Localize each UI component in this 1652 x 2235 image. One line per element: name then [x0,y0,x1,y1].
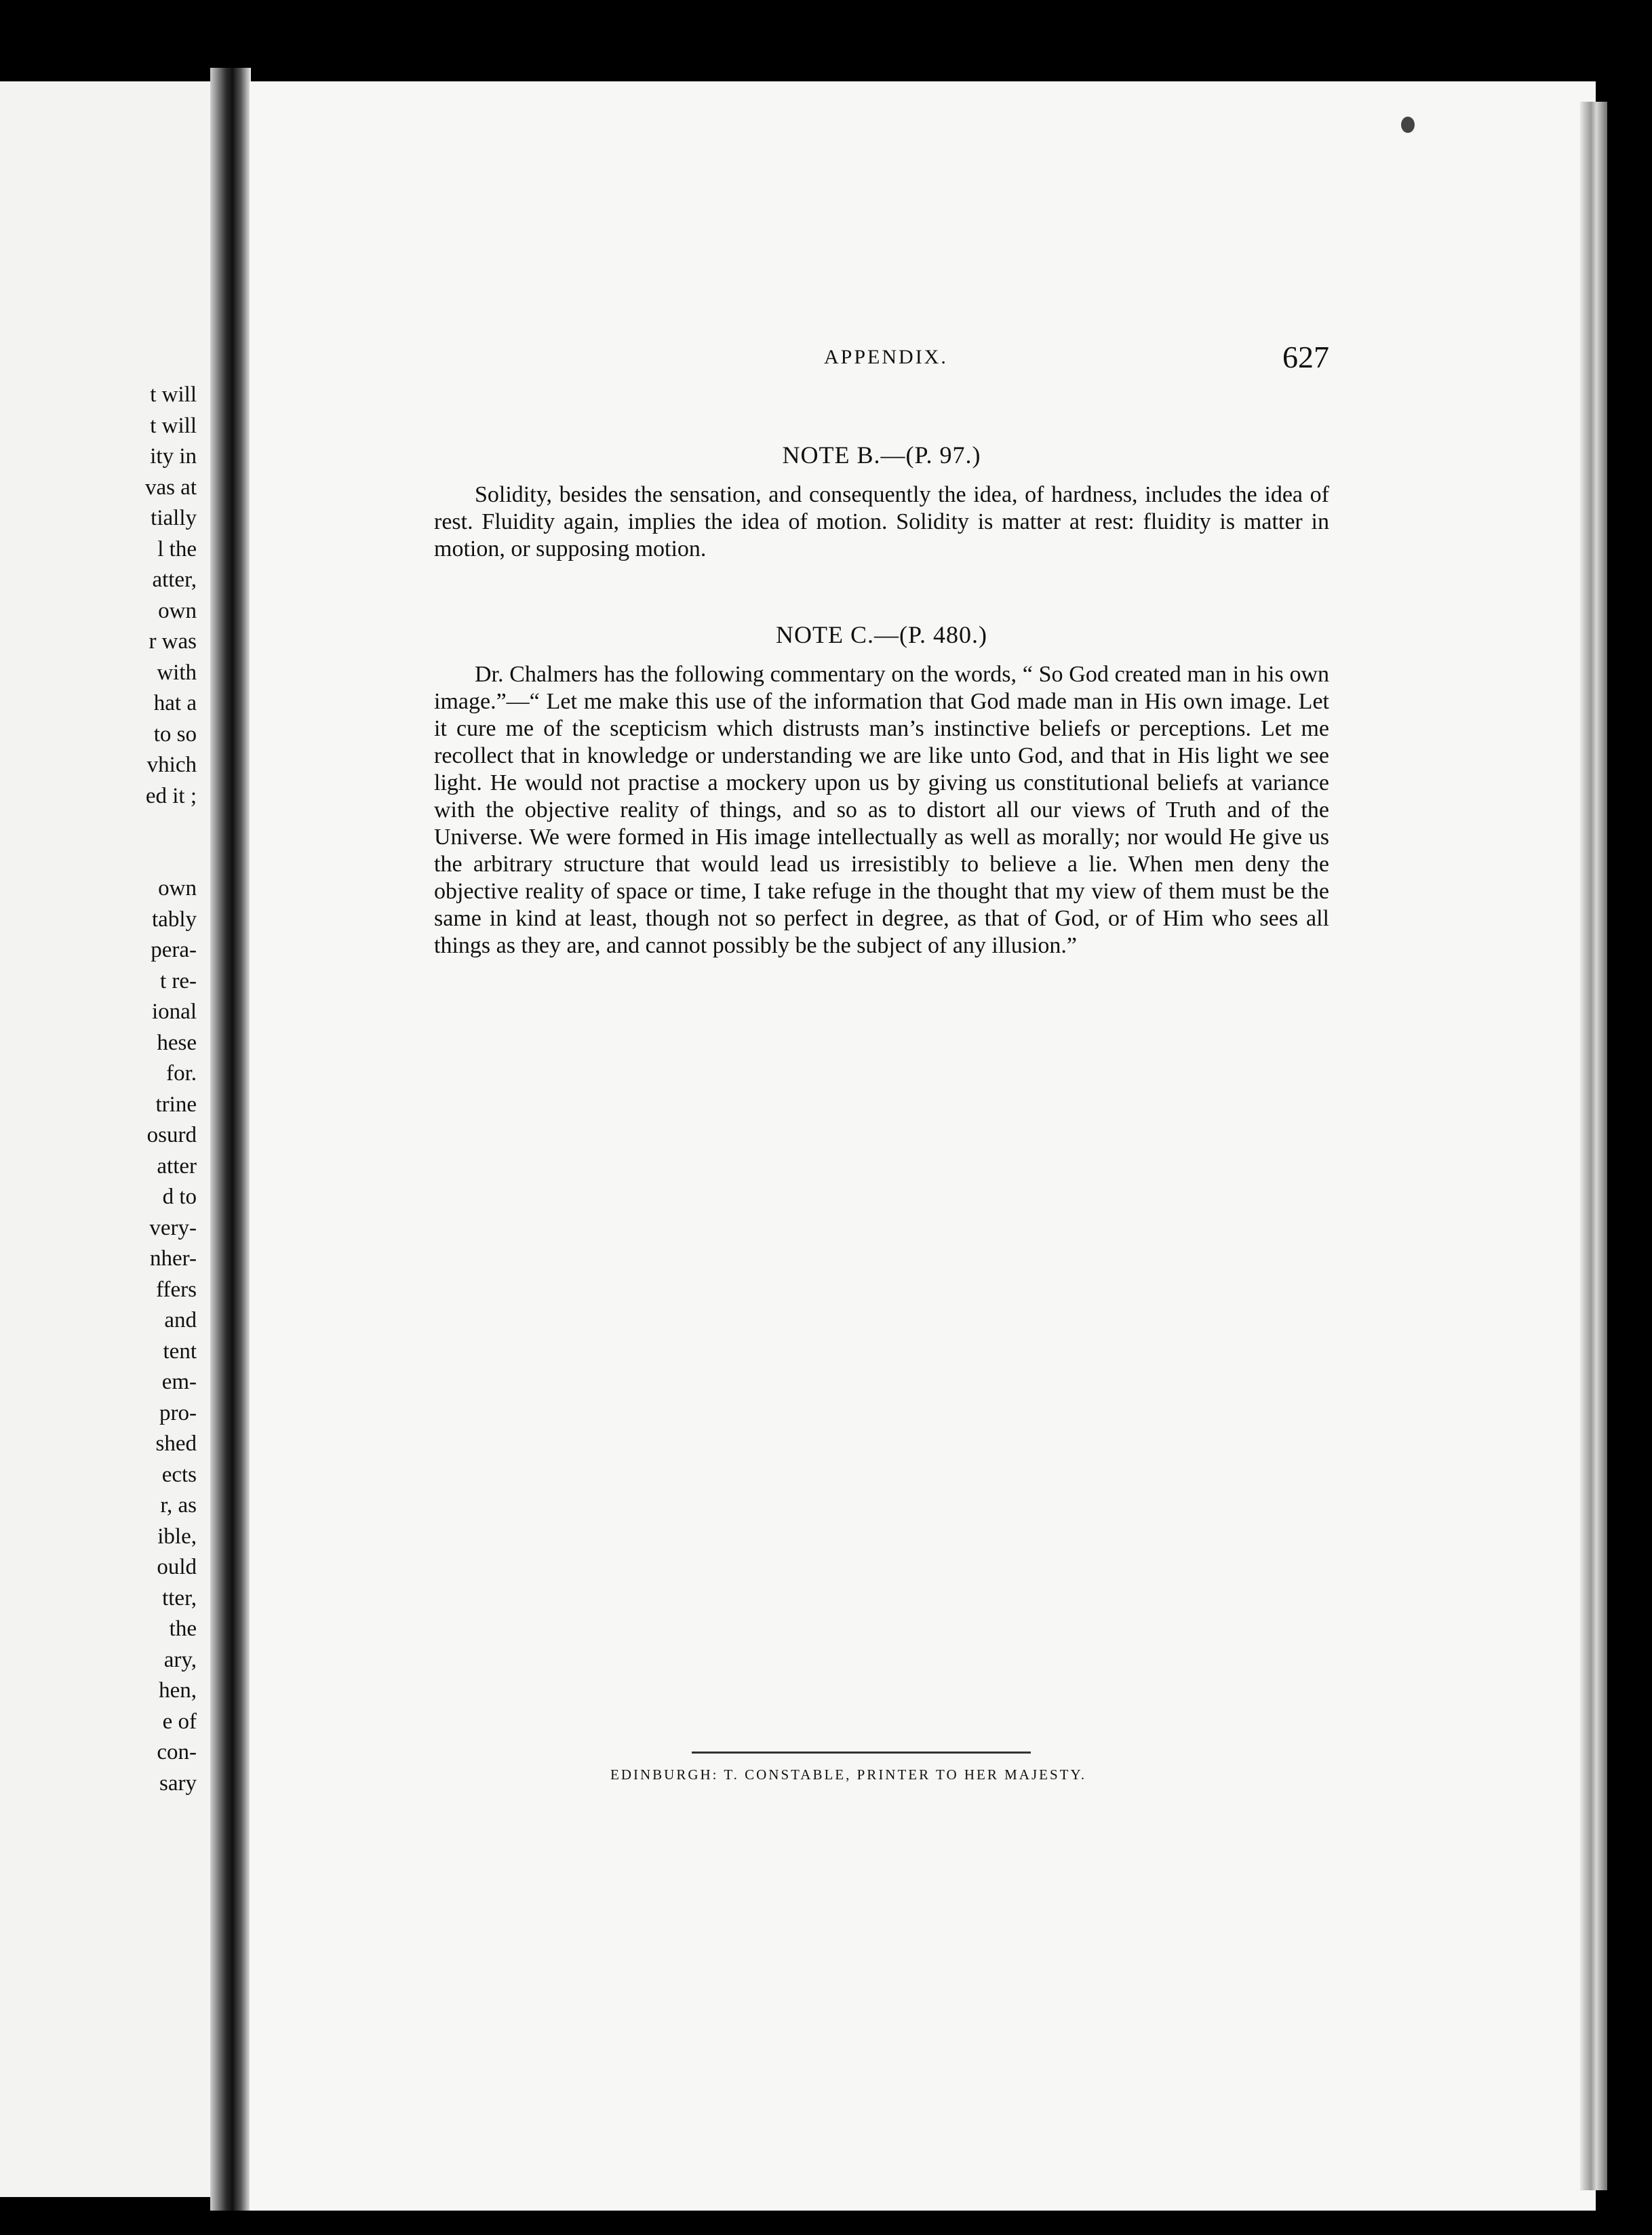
note-b-body: Solidity, besides the sensation, and consequently the idea, of hardness, includes the idea of rest. Fluidity again, implies the idea of motion. Solidity is matter at rest: fluidity is matter in motion, or supposing motion. [434,482,1329,561]
left-page-line: vhich [146,753,197,777]
left-page-line: ects [161,1462,197,1487]
left-page-line: t re- [159,968,197,993]
left-page-line: the [169,1617,197,1641]
ink-spot [1401,117,1415,133]
left-page-line: sary [159,1771,197,1796]
left-page [0,81,210,2197]
left-page-line: tially [151,506,197,530]
left-page-line: l the [157,536,197,561]
imprint-rule [692,1752,1031,1754]
left-page-line: hen, [159,1678,197,1703]
left-page-line: atter [157,1153,197,1179]
page-edge [1580,102,1607,2190]
left-page-line: tent [163,1339,197,1364]
left-page-line: own [158,598,197,623]
running-head [434,339,1329,387]
running-title: APPENDIX. [824,346,948,368]
left-page-line: ible, [157,1524,197,1549]
left-page-line: t will [150,413,197,438]
left-page-line: t will [150,382,197,407]
left-page-line: r, as [160,1493,197,1518]
left-page-line: tably [152,907,197,932]
note-c-body: Dr. Chalmers has the following commentary on the words, “ So God created man in his own image.”—“ Let me make this use of the information that God made man in His own image. Let it cure me of the scepticism which distrusts man’s instinctive beliefs or perceptions. Let me recollect that in knowledge or understanding we are like unto God, and that in His light we see light. He would not practise a mockery upon us by giving us constitutional beliefs at variance with the objective reality of things, and so as to distort all our views of Truth and of the Universe. We were formed in His image intellectually as well as morally; nor would He give us the arbitrary structure that would lead us irresistibly to believe a lie. When men deny the objective reality of space or time, I take refuge in the thought that my view of them must be the same in kind at least, though not so perfect in degree, as that of God, or of Him who sees all things as they are, and cannot possibly be the subject of any illusion.” [434,662,1329,958]
left-page-line: ould [157,1555,197,1579]
printer-imprint: EDINBURGH: T. CONSTABLE, PRINTER TO HER MAJESTY. [610,1766,1087,1783]
note-b-heading: NOTE B.—(P. 97.) [782,441,981,469]
left-page-line: atter, [152,568,197,592]
left-page-line: nher- [150,1246,197,1271]
left-page-line: tter, [162,1585,197,1610]
left-page-line: hat a [153,691,197,715]
left-page-line: to so [153,721,197,747]
left-page-line: shed [155,1431,197,1456]
left-page-line: r was [149,629,197,654]
left-page-line: d to [162,1185,197,1209]
left-page-line: ary, [163,1647,197,1672]
left-page-line: and [164,1308,197,1332]
page-content [434,339,1329,960]
page-number: 627 [1282,340,1329,374]
left-page-line: very- [149,1215,197,1240]
note-c-heading: NOTE C.—(P. 480.) [776,621,987,648]
left-page-line [145,843,197,874]
left-page-line: pera- [151,938,197,962]
left-page-line: e of [162,1709,197,1734]
left-page-line: for. [166,1061,197,1086]
left-page-line: ional [152,1000,197,1024]
left-page-line: pro- [159,1400,197,1425]
left-page-text [145,380,197,1799]
left-page-line: vas at [144,475,197,500]
left-page-line: own [158,876,197,901]
left-page-line: con- [157,1740,197,1764]
left-page-line: ity in [150,444,197,469]
left-page-line: em- [161,1370,197,1394]
left-page-line [145,812,197,843]
left-page-line: ffers [156,1277,197,1302]
left-page-line: ed it ; [145,783,197,808]
left-page-line: hese [157,1030,197,1055]
book-gutter [210,68,251,2211]
left-page-line: osurd [146,1123,197,1147]
left-page-line: trine [155,1092,197,1117]
left-page-line: with [157,660,197,685]
